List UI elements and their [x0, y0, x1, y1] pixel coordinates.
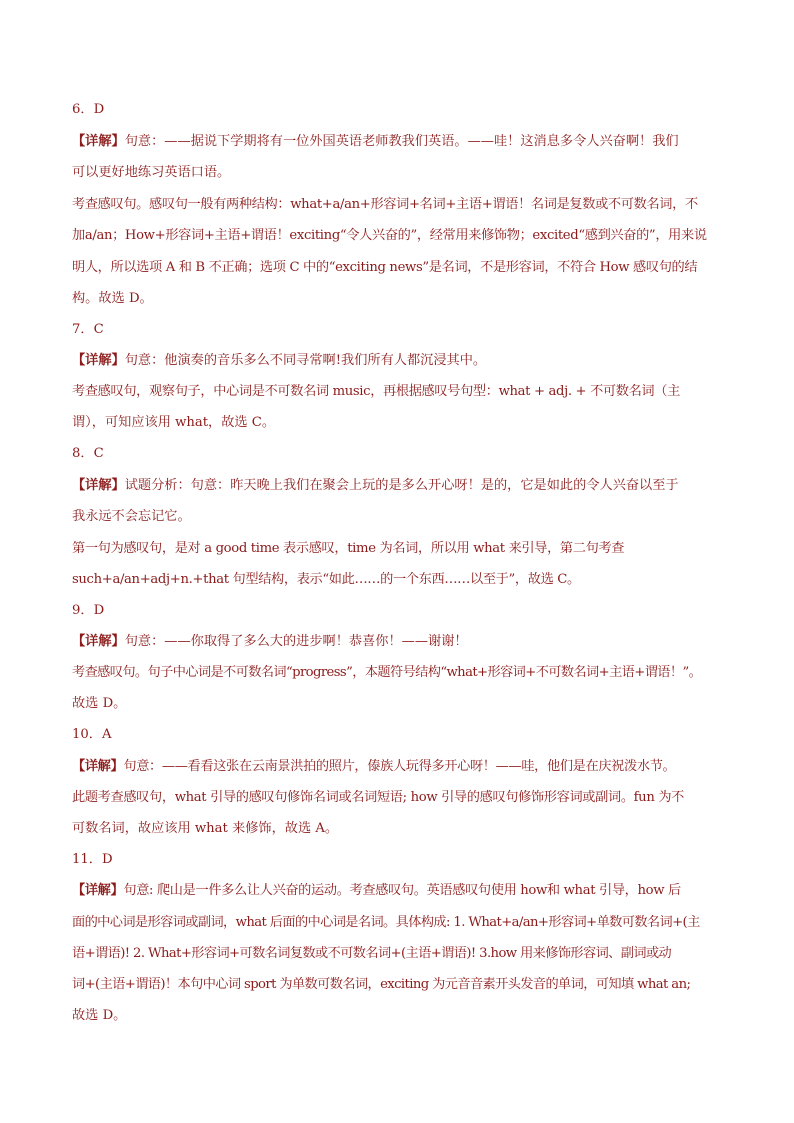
question-9-line-1: 【详解】句意：——你取得了多么大的进步啊！恭喜你！——谢谢！ [72, 634, 468, 649]
question-10-line-1: 【详解】句意：——看看这张在云南景洪拍的照片，傣族人玩得多开心呀！——哇，他们是在庆祝泼水节。 [72, 759, 676, 774]
question-7-number: 7．C [72, 322, 104, 337]
question-6-line-6: 构。故选 D。 [72, 291, 153, 306]
question-6-number: 6．D [72, 102, 105, 117]
question-7-line-1: 【详解】句意：他演奏的音乐多么不同寻常啊!我们所有人都沉浸其中。 [72, 353, 487, 368]
question-8-line-2: 我永远不会忘记它。 [72, 509, 191, 524]
question-9-line-3: 故选 D。 [72, 696, 127, 711]
question-6-line-4: 加a/an；How+形容词+主语+谓语！exciting“令人兴奋的”，经常用来修饰物；excited“感到兴奋的”，用来说 [72, 228, 707, 243]
question-9-number: 9．D [72, 603, 105, 618]
question-10-line-2: 此题考查感叹句，what 引导的感叹句修饰名词或名词短语; how 引导的感叹句修饰形容词或副词。fun 为不 [72, 790, 684, 805]
explanation-tag: 【详解】 [72, 478, 125, 493]
explanation-tag: 【详解】 [72, 883, 124, 898]
question-11-line-4: 词+(主语+谓语)！本句中心词 sport 为单数可数名词，exciting 为元音音素开头发音的单词，可知填 what an; [72, 977, 691, 992]
question-8-number: 8．C [72, 446, 104, 461]
question-6-line-1: 【详解】句意：——据说下学期将有一位外国英语老师教我们英语。——哇！这消息多令人兴奋啊！我们 [72, 134, 679, 149]
question-11-line-2: 面的中心词是形容词或副词，what 后面的中心词是名词。具体构成: 1. What+a/an+形容词+单数可数名词+(主 [72, 915, 700, 930]
question-6-line-2: 可以更好地练习英语口语。 [72, 165, 231, 180]
question-10-number: 10．A [72, 727, 112, 742]
question-9-line-2: 考查感叹句。句子中心词是不可数名词“progress”，本题符号结构“what+形容词+不可数名词+主语+谓语！”。 [72, 665, 702, 680]
question-11-line-3: 语+谓语)! 2. What+形容词+可数名词复数或不可数名词+(主语+谓语)! 3.how 用来修饰形容词、副词或动 [72, 946, 672, 961]
question-11-line-1: 【详解】句意: 爬山是一件多么让人兴奋的运动。考查感叹句。英语感叹句使用 how和 what 引导，how 后 [72, 883, 681, 898]
question-6-line-5: 明人，所以选项 A 和 B 不正确；选项 C 中的“exciting news”是名词，不是形容词，不符合 How 感叹句的结 [72, 260, 698, 275]
question-8-line-1: 【详解】试题分析：句意：昨天晚上我们在聚会上玩的是多么开心呀！是的，它是如此的令人兴奋以至于 [72, 478, 679, 493]
explanation-tag: 【详解】 [72, 634, 125, 649]
question-11-number: 11．D [72, 852, 113, 867]
question-6-line-3: 考查感叹句。感叹句一般有两种结构：what+a/an+形容词+名词+主语+谓语！名词是复数或不可数名词，不 [72, 197, 698, 212]
question-10-line-3: 可数名词，故应该用 what 来修饰，故选 A。 [72, 821, 339, 836]
question-8-line-4: such+a/an+adj+n.+that 句型结构，表示“如此……的一个东西……以至于”，故选 C。 [72, 572, 580, 587]
explanation-tag: 【详解】 [72, 759, 124, 774]
question-7-line-3: 谓），可知应该用 what，故选 C。 [72, 415, 276, 430]
question-8-line-3: 第一句为感叹句，是对 a good time 表示感叹，time 为名词，所以用 what 来引导，第二句考查 [72, 541, 625, 556]
explanation-tag: 【详解】 [72, 134, 125, 149]
question-11-line-5: 故选 D。 [72, 1008, 127, 1023]
explanation-tag: 【详解】 [72, 353, 125, 368]
question-7-line-2: 考查感叹句，观察句子，中心词是不可数名词 music，再根据感叹号句型：what + adj. + 不可数名词（主 [72, 384, 680, 399]
